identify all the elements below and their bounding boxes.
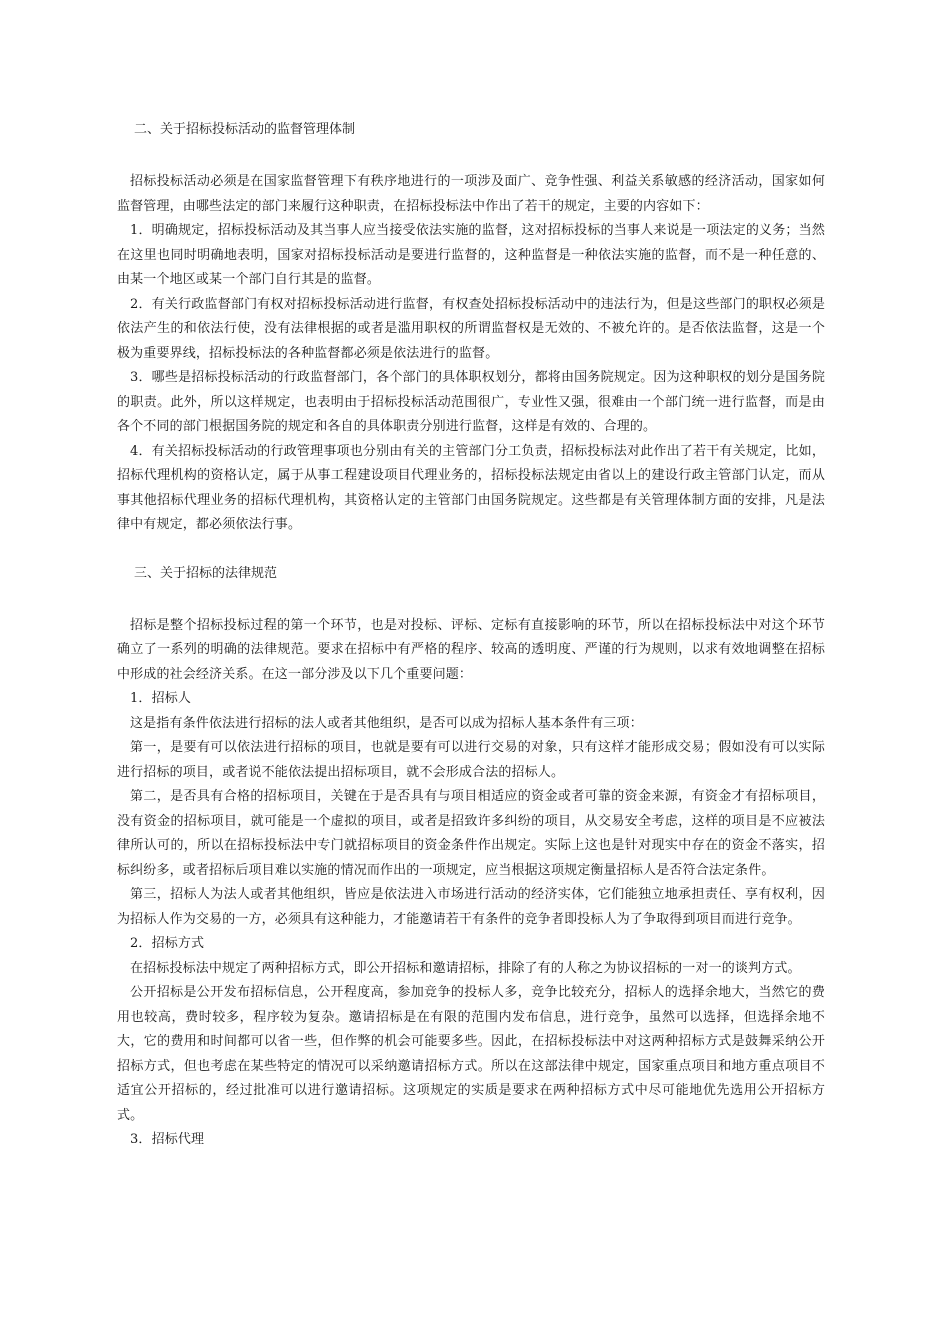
tenderer-condition-1: 第一，是要有可以依法进行招标的项目，也就是要有可以进行交易的对象，只有这样才能形成交易；假如没有可以实际进行招标的项目，或者说不能依法提出招标项目，就不会形成合法的招标人。 <box>117 740 825 780</box>
section-2-heading: 二、关于招标投标活动的监督管理体制 <box>134 122 356 137</box>
subheading-tender-methods: 2．招标方式 <box>130 936 205 951</box>
tenderer-condition-3: 第三，招标人为法人或者其他组织，皆应是依法进入市场进行活动的经济实体，它们能独立地承担责任、享有权利，因为招标人作为交易的一方，必须具有这种能力，才能邀请若干有条件的竞争者即投标人为了争取得到项目而进行竞争。 <box>117 887 825 927</box>
spacer <box>117 538 825 564</box>
subheading-tender-agency: 3．招标代理 <box>130 1132 205 1147</box>
tenderer-definition: 这是指有条件依法进行招标的法人或者其他组织，是否可以成为招标人基本条件有三项： <box>130 715 643 731</box>
section-2-item-3: 3．哪些是招标投标活动的行政监督部门，各个部门的具体职权划分，都将由国务院规定。因为这种职权的划分是国务院的职责。此外，所以这样规定，也表明由于招标投标活动范围很广，专业性又强，很难由一个部门统一进行监督，而是由各个不同的部门根据国务院的规定和各自的具体职责分别进行监督，这样是有效的、合理的。 <box>117 370 825 434</box>
tenderer-condition-2: 第二，是否具有合格的招标项目，关键在于是否具有与项目相适应的资金或者可靠的资金来源，有资金才有招标项目，没有资金的招标项目，就可能是一个虚拟的项目，或者是招致许多纠纷的项目，从交易安全考虑，这样的项目是不应被法律所认可的，所以在招标投标法中专门就招标项目的资金条件作出规定。实际上这也是针对现实中存在的资金不落实，招标纠纷多，或者招标后项目难以实施的情况而作出的一项规定，应当根据这项规定衡量招标人是否符合法定条件。 <box>117 789 825 878</box>
tender-methods-detail: 公开招标是公开发布招标信息，公开程度高，参加竞争的投标人多，竞争比较充分，招标人的选择余地大，当然它的费用也较高，费时较多，程序较为复杂。邀请招标是在有限的范围内发布信息，进行竞争，虽然可以选择，但选择余地不大，它的费用和时间都可以省一些，但作弊的机会可能要多些。因此，在招标投标法中对这两种招标方式是鼓舞采纳公开招标方式，但也考虑在某些特定的情况可以采纳邀请招标方式。所以在这部法律中规定，国家重点项目和地方重点项目不适宜公开招标的，经过批准可以进行邀请招标。这项规定的实质是要求在两种招标方式中尽可能地优先选用公开招标方式。 <box>117 985 825 1123</box>
subheading-tenderer: 1．招标人 <box>130 691 192 706</box>
section-2-item-1: 1．明确规定，招标投标活动及其当事人应当接受依法实施的监督，这对招标投标的当事人来说是一项法定的义务；当然在这里也同时明确地表明，国家对招标投标活动是要进行监督的，这种监督是一种依法实施的监督，而不是一种任意的、由某一个地区或某一个部门自行其是的监督。 <box>117 223 825 287</box>
section-2-item-4: 4．有关招标投标活动的行政管理事项也分别由有关的主管部门分工负责，招标投标法对此作出了若干有关规定，比如，招标代理机构的资格认定，属于从事工程建设项目代理业务的，招标投标法规定由省以上的建设行政主管部门认定，而从事其他招标代理业务的招标代理机构，其资格认定的主管部门由国务院规定。这些都是有关管理体制方面的安排，凡是法律中有规定，都必须依法行事。 <box>117 443 825 532</box>
spacer <box>117 584 825 614</box>
section-3-intro: 招标是整个招标投标过程的第一个环节，也是对投标、评标、定标有直接影响的环节，所以在招标投标法中对这个环节确立了一系列的明确的法律规范。要求在招标中有严格的程序、较高的透明度、严谨的行为规则，以求有效地调整在招标中形成的社会经济关系。在这一部分涉及以下几个重要问题： <box>117 617 825 682</box>
section-2-intro: 招标投标活动必须是在国家监督管理下有秩序地进行的一项涉及面广、竞争性强、利益关系敏感的经济活动，国家如何监督管理，由哪些法定的部门来履行这种职责，在招标投标法中作出了若干的规定，主要的内容如下： <box>117 174 825 214</box>
document-page <box>117 120 825 1153</box>
section-2-item-2: 2．有关行政监督部门有权对招标投标活动进行监督，有权查处招标投标活动中的违法行为，但是这些部门的职权必须是依法产生的和依法行使，没有法律根据的或者是滥用职权的所谓监督权是无效的、不被允许的。是否依法监督，这是一个极为重要界线，招标投标法的各种监督都必须是依法进行的监督。 <box>117 296 825 361</box>
spacer <box>117 140 825 170</box>
section-3-heading: 三、关于招标的法律规范 <box>134 565 278 581</box>
tender-methods-intro: 在招标投标法中规定了两种招标方式，即公开招标和邀请招标，排除了有的人称之为协议招标的一对一的谈判方式。 <box>130 960 801 976</box>
